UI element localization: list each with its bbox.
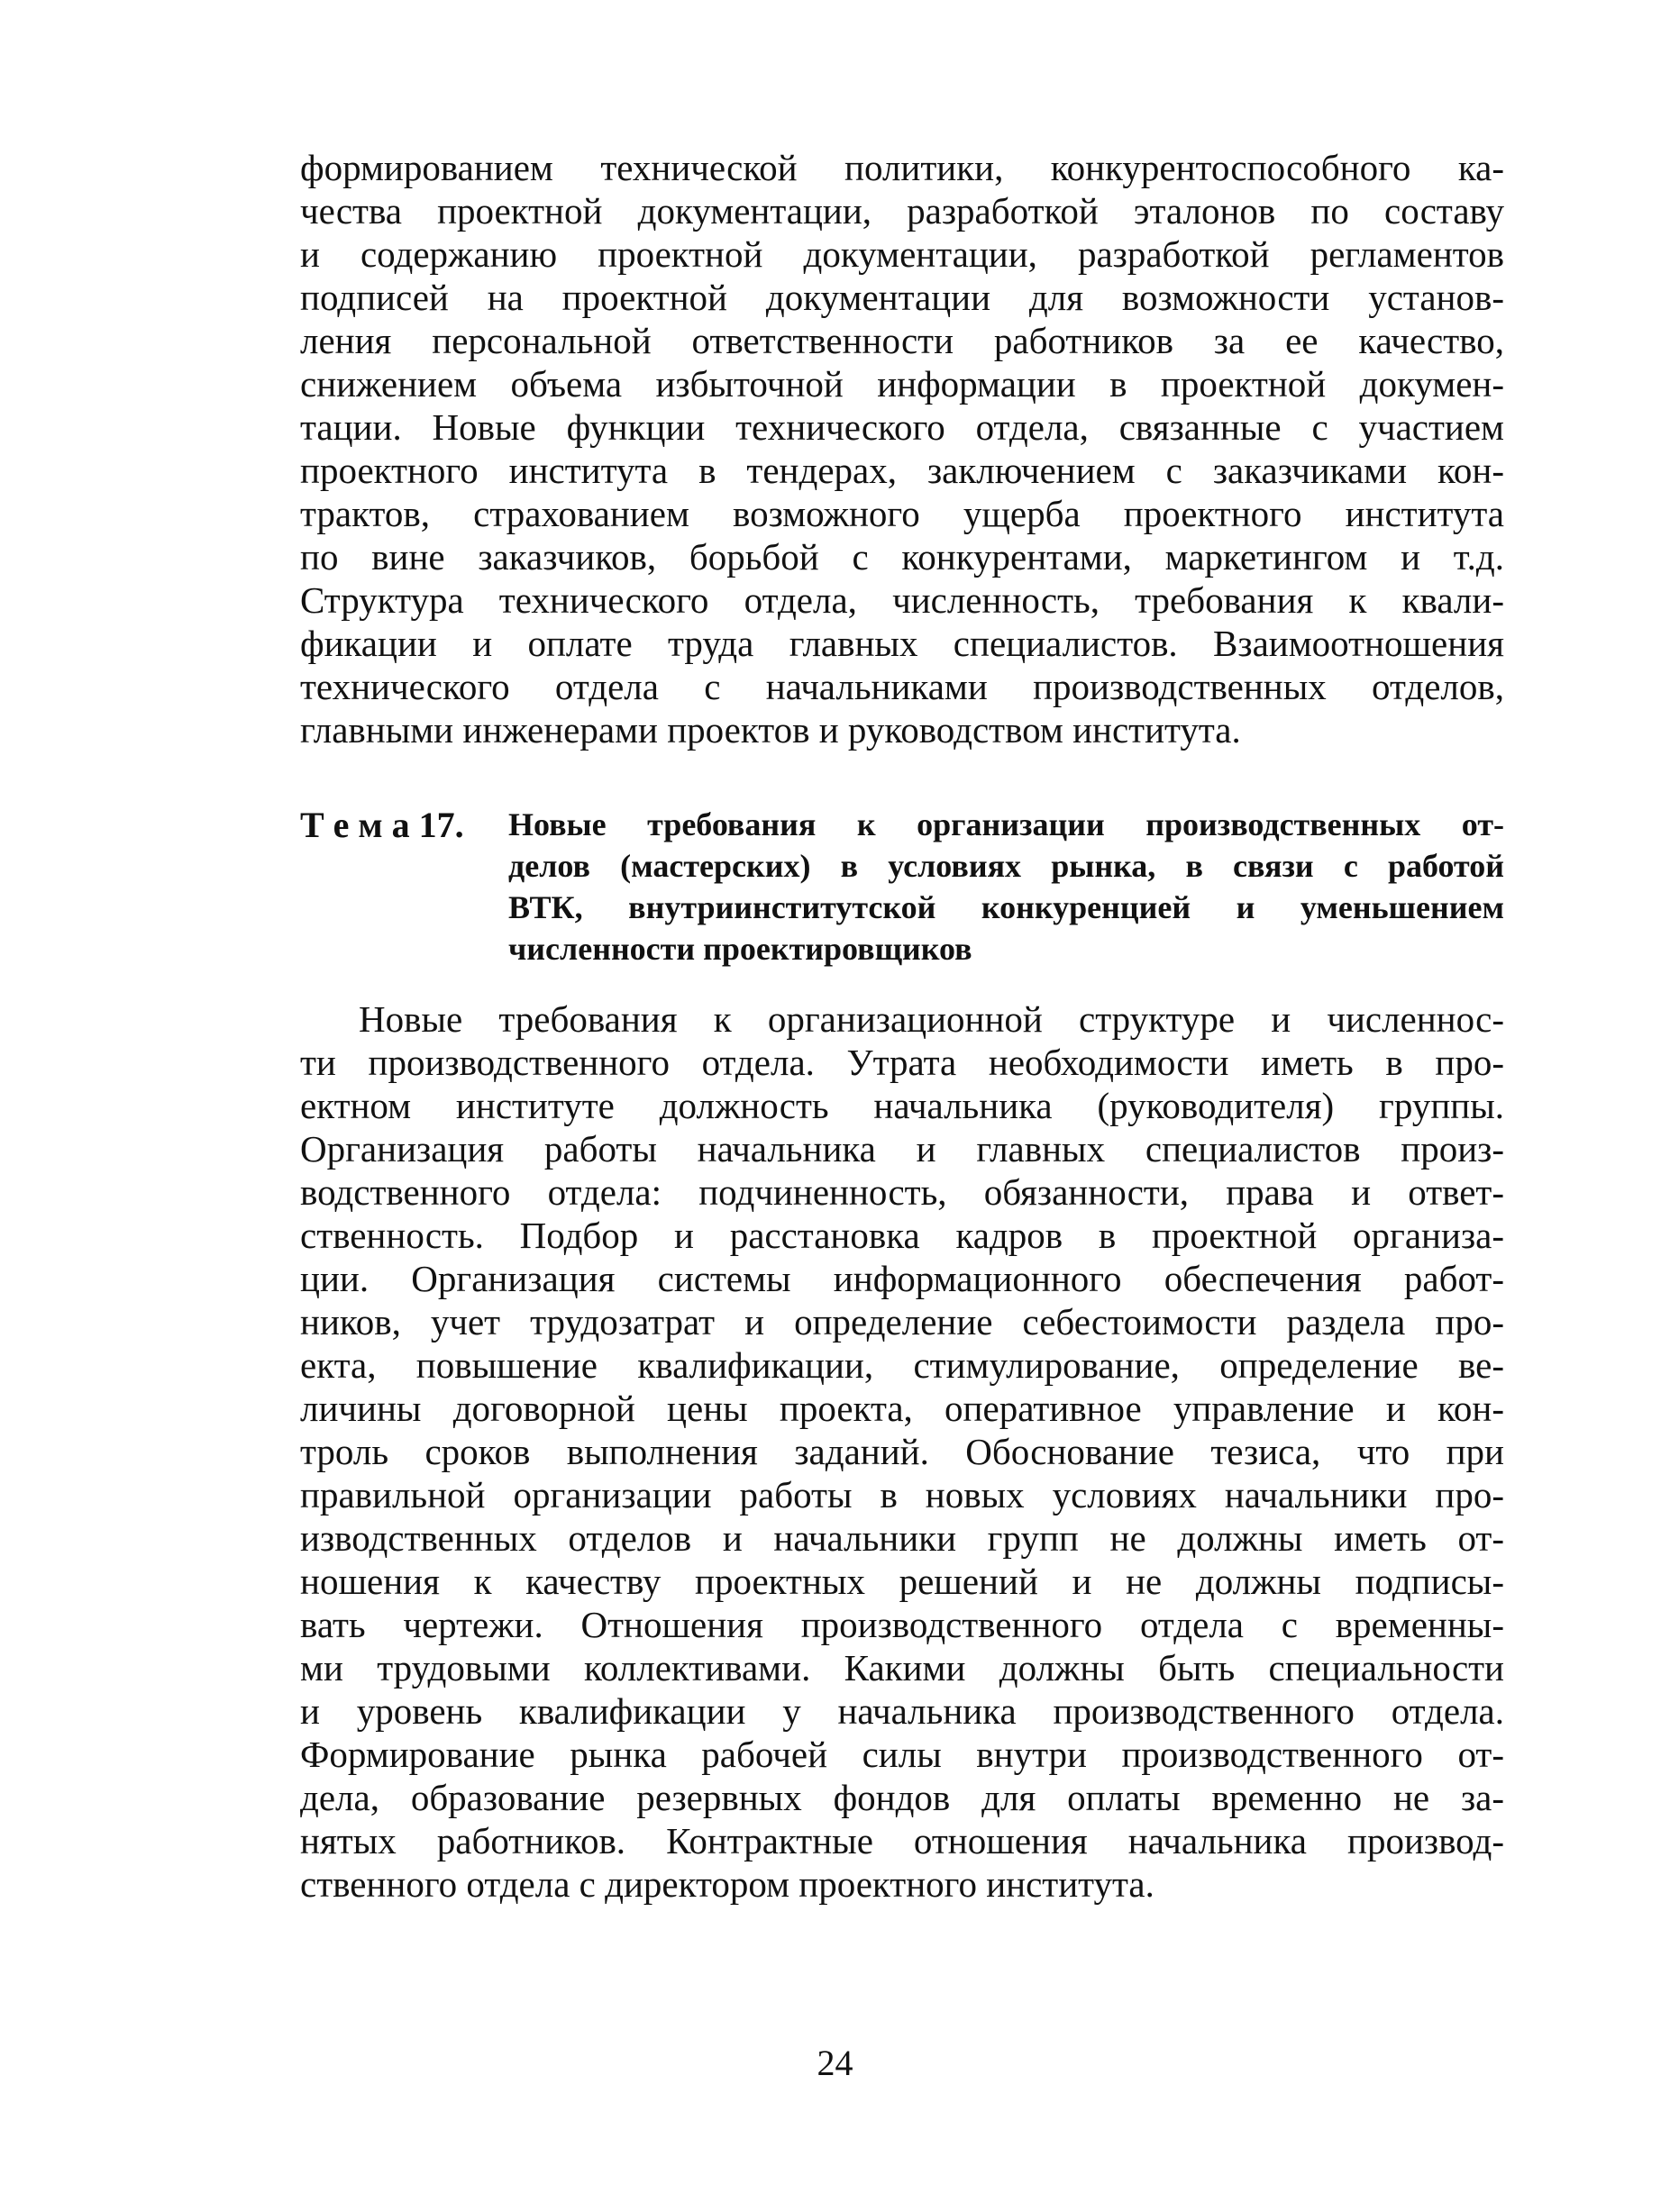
text-line: вать чертежи. Отношения производственного отдела с временны-	[300, 1604, 1504, 1645]
text-line: нятых работников. Контрактные отношения начальника производ-	[300, 1820, 1504, 1862]
text-line: и содержанию проектной документации, разработкой регламентов	[300, 233, 1504, 275]
page-number: 24	[817, 2043, 853, 2083]
text-line: дела, образование резервных фондов для оплаты временно не за-	[300, 1777, 1504, 1818]
text-line: ми трудовыми коллективами. Какими должны быть специальности	[300, 1647, 1504, 1689]
text-line: ников, учет трудозатрат и определение себестоимости раздела про-	[300, 1301, 1504, 1343]
heading-line: ВТК, внутриинститутской конкуренцией и уменьшением	[508, 889, 1504, 925]
text-line: ственного отдела с директором проектного института.	[300, 1863, 1154, 1905]
text-line: ственность. Подбор и расстановка кадров в проектной организа-	[300, 1215, 1504, 1256]
text-line: технического отдела с начальниками производственных отделов,	[300, 666, 1504, 707]
text-line: формированием технической политики, конкурентоспособного ка-	[300, 147, 1504, 188]
text-line: ти производственного отдела. Утрата необходимости иметь в про-	[300, 1042, 1504, 1083]
text-line: чества проектной документации, разработкой эталонов по составу	[300, 190, 1504, 232]
text-line: Структура технического отдела, численность, требования к квали-	[300, 579, 1504, 621]
text-line: ления персональной ответственности работников за ее качество,	[300, 320, 1504, 361]
text-line: подписей на проектной документации для возможности установ-	[300, 277, 1504, 318]
text-line: Организация работы начальника и главных специалистов произ-	[300, 1128, 1504, 1170]
text-line: ции. Организация системы информационного обеспечения работ-	[300, 1258, 1504, 1299]
topic-title	[508, 804, 1504, 969]
paragraph-technical-department	[300, 146, 1504, 751]
text-line: Новые требования к организационной структуре и численнос-	[359, 998, 1504, 1040]
text-line: Формирование рынка рабочей силы внутри производственного от-	[300, 1734, 1504, 1775]
text-line: трактов, страхованием возможного ущерба проектного института	[300, 493, 1504, 534]
text-line: ношения к качеству проектных решений и не должны подписы-	[300, 1561, 1504, 1602]
text-line: водственного отдела: подчиненность, обязанности, права и ответ-	[300, 1171, 1504, 1213]
text-line: проектного института в тендерах, заключением с заказчиками кон-	[300, 450, 1504, 491]
text-line: тации. Новые функции технического отдела, связанные с участием	[300, 406, 1504, 448]
text-line: снижением объема избыточной информации в проектной докумен-	[300, 363, 1504, 405]
heading-line: численности проектировщиков	[508, 931, 972, 967]
text-line: по вине заказчиков, борьбой с конкурентами, маркетингом и т.д.	[300, 536, 1504, 578]
paragraph-production-departments	[300, 997, 1504, 1906]
topic-label: Т е м а 17.	[300, 805, 464, 845]
text-line: фикации и оплате труда главных специалистов. Взаимоотношения	[300, 623, 1504, 664]
heading-line: Новые требования к организации производственных от-	[508, 806, 1504, 842]
text-line: екта, повышение квалификации, стимулирование, определение ве-	[300, 1344, 1504, 1386]
text-line: главными инженерами проектов и руководством института.	[300, 709, 1241, 751]
text-line: ектном институте должность начальника (руководителя) группы.	[300, 1085, 1504, 1126]
text-line: правильной организации работы в новых условиях начальники про-	[300, 1474, 1504, 1516]
text-line: личины договорной цены проекта, оперативное управление и кон-	[300, 1388, 1504, 1429]
text-line: изводственных отделов и начальники групп не должны иметь от-	[300, 1517, 1504, 1559]
text-line: троль сроков выполнения заданий. Обоснование тезиса, что при	[300, 1431, 1504, 1472]
text-line: и уровень квалификации у начальника производственного отдела.	[300, 1690, 1504, 1732]
heading-line: делов (мастерских) в условиях рынка, в связи с работой	[508, 848, 1504, 884]
